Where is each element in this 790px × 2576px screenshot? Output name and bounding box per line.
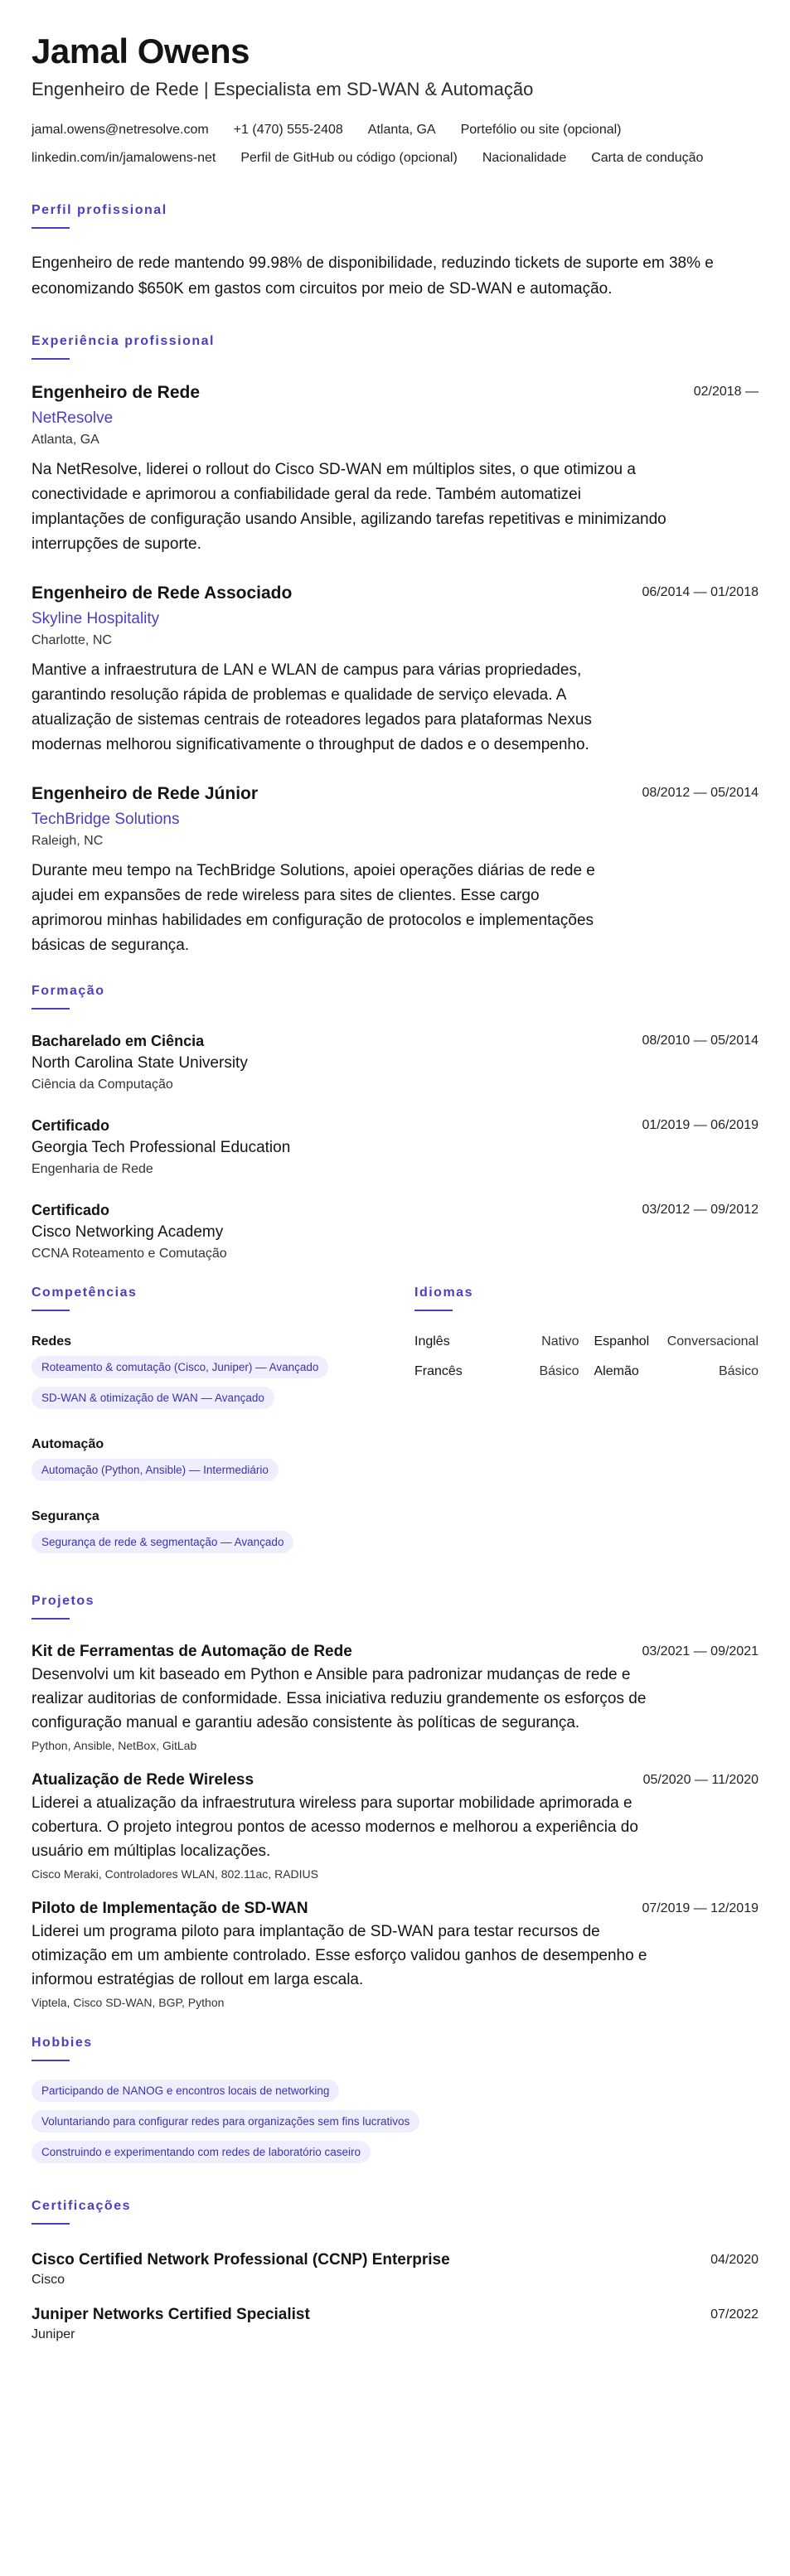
education-field: Ciência da Computação	[32, 1077, 173, 1092]
job-company[interactable]: NetResolve	[32, 409, 114, 427]
candidate-headline: Engenheiro de Rede | Especialista em SD-WAN & Automação	[32, 79, 534, 99]
contact-github[interactable]: Perfil de GitHub ou código (opcional)	[240, 151, 458, 165]
project-title: Kit de Ferramentas de Automação de Rede	[32, 1643, 352, 1660]
language-name: Francês	[414, 1364, 463, 1378]
certification-date: 04/2020	[710, 2253, 758, 2267]
experience-section	[32, 333, 758, 958]
education-field: Engenharia de Rede	[32, 1162, 153, 1176]
job-location: Charlotte, NC	[32, 633, 112, 647]
contact-phone[interactable]: +1 (470) 555-2408	[233, 123, 343, 137]
certification-item	[32, 2249, 758, 2289]
contact-location: Atlanta, GA	[367, 123, 436, 137]
language-name: Inglês	[414, 1334, 450, 1349]
contact-portfolio[interactable]: Portefólio ou site (opcional)	[460, 123, 622, 137]
skill-chip: SD-WAN & otimização de WAN — Avançado	[32, 1387, 274, 1409]
education-date: 01/2019 — 06/2019	[642, 1118, 758, 1132]
hobby-chip: Voluntariando para configurar redes para organizações sem fins lucrativos	[32, 2110, 419, 2133]
languages-section	[414, 1285, 758, 1580]
section-divider	[32, 1618, 70, 1620]
certification-name: Cisco Certified Network Professional (CCNP) Enterprise	[32, 2251, 450, 2269]
certification-issuer: Juniper	[32, 2327, 75, 2341]
language-level: Básico	[539, 1364, 579, 1378]
education-school: Georgia Tech Professional Education	[32, 1139, 291, 1156]
certifications-section	[32, 2198, 758, 2344]
education-school: North Carolina State University	[32, 1054, 248, 1072]
section-divider	[32, 227, 70, 229]
education-section	[32, 983, 758, 1263]
job-date: 08/2012 — 05/2014	[642, 786, 758, 800]
project-item	[32, 1770, 758, 1881]
job-date: 06/2014 — 01/2018	[642, 585, 758, 599]
experience-item	[32, 582, 758, 758]
section-title: Competências	[32, 1286, 138, 1300]
skills-languages-row	[32, 1285, 758, 1580]
section-title: Experiência profissional	[32, 334, 215, 348]
education-item	[32, 1116, 758, 1179]
section-divider	[414, 1310, 453, 1311]
skill-group-title: Automação	[32, 1437, 104, 1451]
section-divider	[32, 1008, 70, 1010]
education-degree: Certificado	[32, 1202, 110, 1218]
project-date: 07/2019 — 12/2019	[642, 1901, 758, 1915]
job-title: Engenheiro de Rede Associado	[32, 583, 293, 603]
education-degree: Certificado	[32, 1117, 110, 1134]
project-date: 03/2021 — 09/2021	[642, 1644, 758, 1658]
section-title: Projetos	[32, 1594, 95, 1608]
project-title: Atualização de Rede Wireless	[32, 1771, 254, 1789]
hobby-chip: Construindo e experimentando com redes de laboratório caseiro	[32, 2141, 371, 2163]
section-divider	[32, 358, 70, 360]
language-item	[414, 1333, 579, 1351]
section-title: Perfil profissional	[32, 203, 167, 217]
project-item	[32, 1641, 758, 1753]
education-degree: Bacharelado em Ciência	[32, 1033, 205, 1049]
project-date: 05/2020 — 11/2020	[642, 1773, 758, 1787]
profile-section	[32, 202, 758, 302]
projects-section	[32, 1593, 758, 2010]
skill-group-title: Segurança	[32, 1509, 99, 1523]
job-description: Durante meu tempo na TechBridge Solutions, apoiei operações diárias de rede e ajudei em expansões de rede wireless para sites de clientes. Esse cargo aprimorou minhas habilidades em configuração de protocolos e implementações básicas de segurança.	[32, 862, 595, 954]
skills-section	[32, 1285, 414, 1580]
skill-group	[32, 1333, 414, 1417]
project-description: Desenvolvi um kit baseado em Python e Ansible para padronizar mudanças de rede e realizar auditorias de conformidade. Essa iniciativa reduziu grandemente os esforços de configuração manual e garantiu adesão consistente às políticas de segurança.	[32, 1666, 647, 1731]
language-level: Nativo	[541, 1334, 579, 1349]
section-title: Idiomas	[414, 1286, 473, 1300]
skill-chip: Segurança de rede & segmentação — Avançado	[32, 1531, 293, 1553]
project-item	[32, 1898, 758, 2010]
profile-text: Engenheiro de rede mantendo 99.98% de disponibilidade, reduzindo tickets de suporte em 38% e economizando $650K em gastos com circuitos por meio de SD-WAN e automação.	[32, 254, 714, 298]
section-divider	[32, 1310, 70, 1311]
certification-issuer: Cisco	[32, 2273, 65, 2287]
job-company[interactable]: Skyline Hospitality	[32, 610, 160, 627]
project-description: Liderei a atualização da infraestrutura wireless para suportar mobilidade aprimorada e cobertura. O projeto integrou pontos de acesso modernos e melhorou a experiência do usuário em múltiplas localizações.	[32, 1794, 638, 1860]
project-tech: Cisco Meraki, Controladores WLAN, 802.11ac, RADIUS	[32, 1867, 318, 1881]
language-name: Alemão	[594, 1364, 639, 1378]
language-item	[414, 1363, 579, 1381]
language-level: Conversacional	[666, 1334, 758, 1349]
skill-chip: Roteamento & comutação (Cisco, Juniper) — Avançado	[32, 1356, 328, 1378]
education-item	[32, 1031, 758, 1094]
contact-linkedin[interactable]: linkedin.com/in/jamalowens-net	[32, 151, 216, 165]
section-title: Hobbies	[32, 2036, 93, 2050]
resume-header	[32, 31, 758, 177]
section-title: Formação	[32, 984, 105, 998]
job-title: Engenheiro de Rede Júnior	[32, 784, 259, 803]
section-divider	[32, 2223, 70, 2225]
job-company[interactable]: TechBridge Solutions	[32, 811, 180, 828]
skill-group	[32, 1436, 414, 1489]
hobbies-section	[32, 2035, 758, 2172]
project-tech: Python, Ansible, NetBox, GitLab	[32, 1739, 197, 1752]
education-date: 08/2010 — 05/2014	[642, 1034, 758, 1048]
job-description: Na NetResolve, liderei o rollout do Cisco SD-WAN em múltiplos sites, o que otimizou a conectividade e aprimorou a confiabilidade geral da rede. Também automatizei implantações de configuração usando Ansible, agilizando tarefas repetitivas e minimizando interrupções de suporte.	[32, 461, 666, 553]
job-location: Atlanta, GA	[32, 433, 99, 447]
language-level: Básico	[718, 1364, 758, 1378]
project-title: Piloto de Implementação de SD-WAN	[32, 1900, 308, 1917]
section-divider	[32, 2060, 70, 2061]
contact-driving-license: Carta de condução	[591, 151, 704, 165]
job-date: 02/2018 —	[693, 385, 758, 399]
contact-list	[32, 121, 758, 177]
project-description: Liderei um programa piloto para implantação de SD-WAN para testar recursos de otimização em um ambiente controlado. Esse esforço validou ganhos de desempenho e informou estratégias de rollout em larga escala.	[32, 1923, 647, 1988]
hobby-chip: Participando de NANOG e encontros locais de networking	[32, 2080, 339, 2102]
certification-name: Juniper Networks Certified Specialist	[32, 2306, 310, 2323]
experience-item	[32, 381, 758, 557]
education-school: Cisco Networking Academy	[32, 1223, 224, 1241]
certification-date: 07/2022	[710, 2307, 758, 2322]
education-field: CCNA Roteamento e Comutação	[32, 1247, 227, 1261]
skill-chip: Automação (Python, Ansible) — Intermediário	[32, 1459, 279, 1481]
education-date: 03/2012 — 09/2012	[642, 1203, 758, 1217]
contact-nationality: Nacionalidade	[482, 151, 567, 165]
section-title: Certificações	[32, 2199, 131, 2213]
job-title: Engenheiro de Rede	[32, 383, 201, 402]
education-item	[32, 1200, 758, 1263]
job-description: Mantive a infraestrutura de LAN e WLAN de campus para várias propriedades, garantindo resolução rápida de problemas e qualidade de serviço elevada. A atualização de sistemas centrais de roteadores legados para plataformas Nexus modernas melhorou significativamente o throughput de dados e o desempenho.	[32, 661, 592, 753]
project-tech: Viptela, Cisco SD-WAN, BGP, Python	[32, 1996, 225, 2009]
language-name: Espanhol	[594, 1334, 650, 1349]
experience-item	[32, 782, 758, 958]
skill-group-title: Redes	[32, 1334, 72, 1349]
job-location: Raleigh, NC	[32, 834, 104, 848]
language-item	[594, 1333, 759, 1351]
skill-group	[32, 1508, 414, 1562]
candidate-name: Jamal Owens	[32, 31, 250, 70]
certification-item	[32, 2304, 758, 2344]
language-item	[594, 1363, 759, 1381]
contact-email[interactable]: jamal.owens@netresolve.com	[32, 123, 209, 137]
